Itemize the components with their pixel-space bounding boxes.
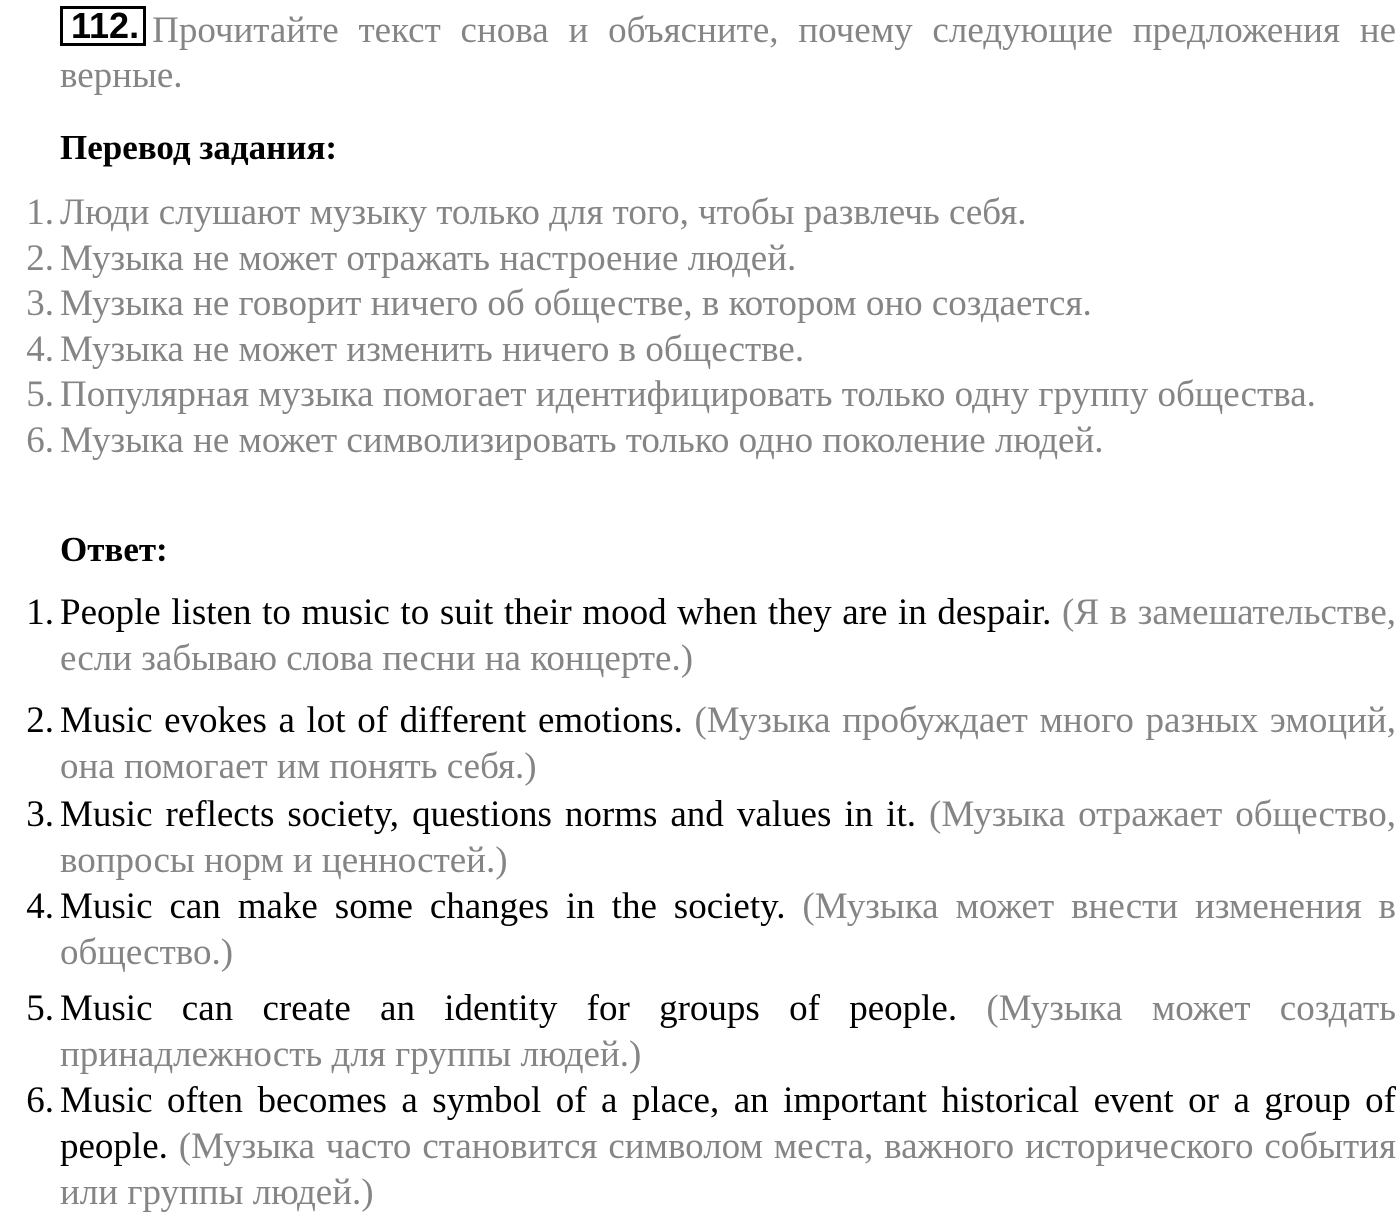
translation-item: 5. Популярная музыка помогает идентифицировать только одну группу общества. bbox=[26, 374, 1316, 415]
task-number-box: 112. bbox=[60, 6, 146, 46]
answer-item: 6. Music often becomes a symbol of a place, an important historical event or a group of people. (Музыка часто становится символом места, важного исторического события или группы людей.) bbox=[26, 1080, 1396, 1213]
answer-russian: (Музыка может внести изменения в общество.) bbox=[60, 886, 1397, 973]
translation-item: 1. Люди слушают музыку только для того, чтобы развлечь себя. bbox=[26, 192, 1027, 233]
task-instruction-text: Прочитайте текст снова и объясните, почему следующие предложения не верные. bbox=[60, 10, 1396, 96]
translation-heading: Перевод задания: bbox=[60, 128, 338, 167]
translation-item: 6. Музыка не может символизировать только одно поколение людей. bbox=[26, 419, 1104, 461]
answer-english: Music often becomes a symbol of a place, an important historical event or a group of people. bbox=[60, 1080, 1396, 1167]
answer-item: 3. Music reflects society, questions norms and values in it. (Музыка отражает общество, вопросы норм и ценностей.) bbox=[26, 794, 1397, 881]
translation-item: 2. Музыка не может отражать настроение людей. bbox=[26, 237, 797, 279]
answer-item: 5. Music can create an identity for groups of people. (Музыка может создать принадлежность для группы людей.) bbox=[26, 988, 1396, 1075]
answer-russian: (Я в замешательстве, если забываю слова песни на концерте.) bbox=[60, 592, 1397, 679]
answer-list bbox=[26, 590, 1397, 1216]
answer-english: People listen to music to suit their mood when they are in despair. bbox=[60, 592, 1052, 633]
answer-english: Music evokes a lot of different emotions. bbox=[60, 700, 683, 741]
answer-item: 4. Music can make some changes in the society. (Музыка может внести изменения в общество.) bbox=[26, 886, 1397, 973]
answer-english: Music can make some changes in the society. bbox=[60, 886, 786, 927]
answer-english: Music can create an identity for groups of people. bbox=[60, 988, 958, 1029]
answer-item: 1. People listen to music to suit their mood when they are in despair. (Я в замешательстве, если забываю слова песни на концерте.) bbox=[26, 592, 1397, 679]
answer-russian: (Музыка пробуждает много разных эмоций, она помогает им понять себя.) bbox=[60, 700, 1396, 787]
answer-english: Music reflects society, questions norms and values in it. bbox=[60, 794, 916, 835]
translation-item: 3. Музыка не говорит ничего об обществе, в котором оно создается. bbox=[26, 283, 1092, 324]
answer-russian: (Музыка часто становится символом места, важного исторического события или группы людей.) bbox=[60, 1126, 1396, 1213]
answer-russian: (Музыка может создать принадлежность для группы людей.) bbox=[60, 988, 1396, 1075]
translation-item: 4. Музыка не может изменить ничего в обществе. bbox=[26, 328, 805, 370]
task-instruction bbox=[60, 6, 1396, 98]
answer-heading: Ответ: bbox=[60, 530, 168, 569]
answer-russian: (Музыка отражает общество, вопросы норм и ценностей.) bbox=[60, 794, 1397, 881]
answer-item: 2. Music evokes a lot of different emotions. (Музыка пробуждает много разных эмоций, она помогает им понять себя.) bbox=[26, 700, 1396, 787]
translation-list bbox=[26, 190, 1396, 463]
